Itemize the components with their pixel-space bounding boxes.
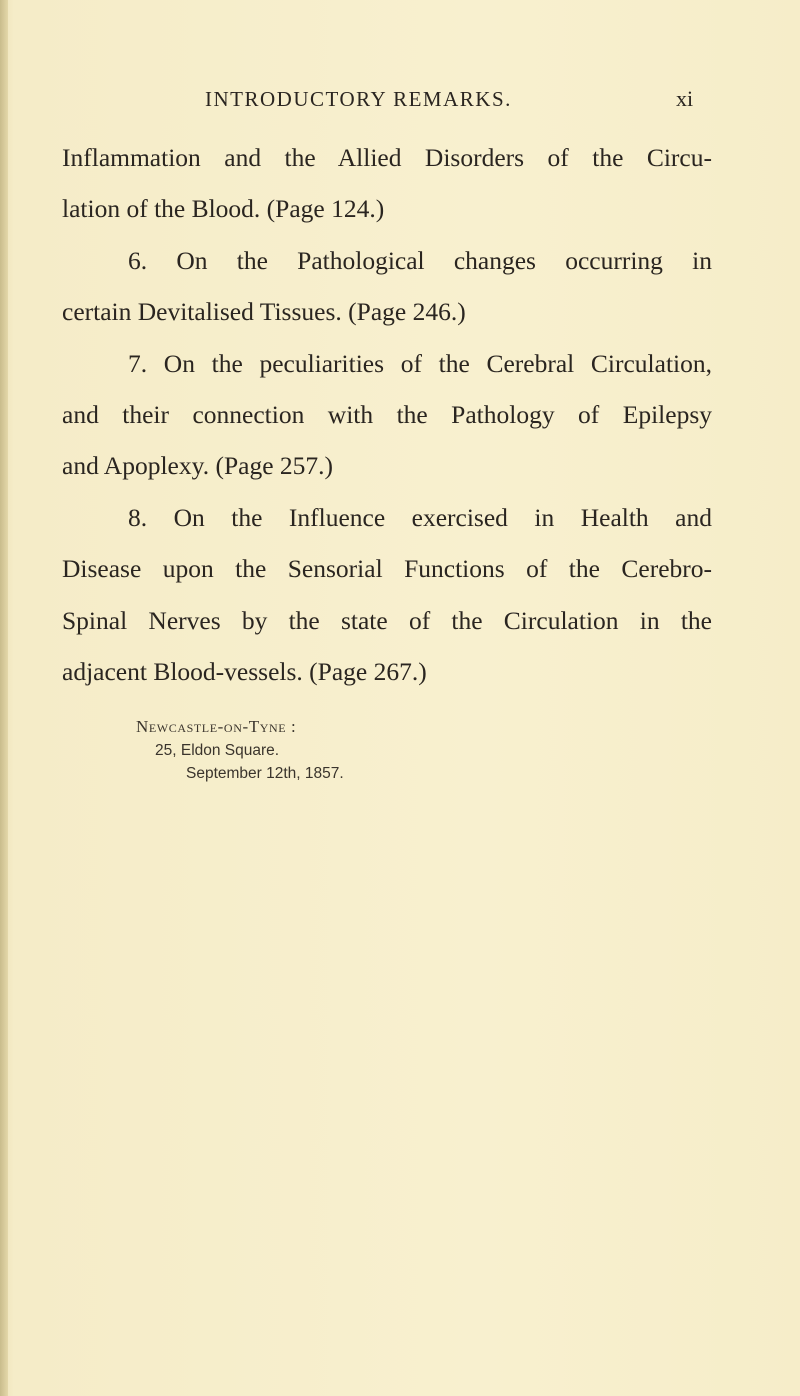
page-gutter [0, 0, 8, 1396]
list-item [62, 338, 712, 492]
text-line: 6. On the Pathological changes occurring in [128, 245, 712, 275]
text-line: 8. On the Influence exercised in Health and [128, 502, 712, 532]
contents-list [62, 132, 712, 697]
text-line: and their connection with the Pathology of Epilepsy [62, 400, 712, 430]
text-line: certain Devitalised Tissues. (Page 246.) [62, 297, 466, 327]
signoff-place: Newcastle-on-Tyne : [136, 717, 297, 736]
text-line: and Apoplexy. (Page 257.) [62, 451, 333, 481]
list-item [62, 492, 712, 698]
page-number: xi [676, 86, 694, 111]
text-line: 7. On the peculiarities of the Cerebral Circulation, [128, 348, 712, 378]
signoff-date: September 12th, 1857. [186, 765, 344, 782]
author-signoff [136, 715, 344, 786]
text-line: lation of the Blood. (Page 124.) [62, 194, 385, 224]
text-line: adjacent Blood-vessels. (Page 267.) [62, 657, 427, 687]
text-line: Inflammation and the Allied Disorders of the Circu- [62, 143, 712, 172]
running-title: INTRODUCTORY REMARKS. [205, 87, 512, 111]
list-item [62, 235, 712, 338]
signoff-address: 25, Eldon Square. [155, 741, 280, 759]
list-item [62, 132, 712, 235]
text-line: Spinal Nerves by the state of the Circulation in the [62, 605, 712, 635]
running-header [0, 84, 800, 114]
text-line: Disease upon the Sensorial Functions of the Cerebro- [62, 554, 712, 584]
